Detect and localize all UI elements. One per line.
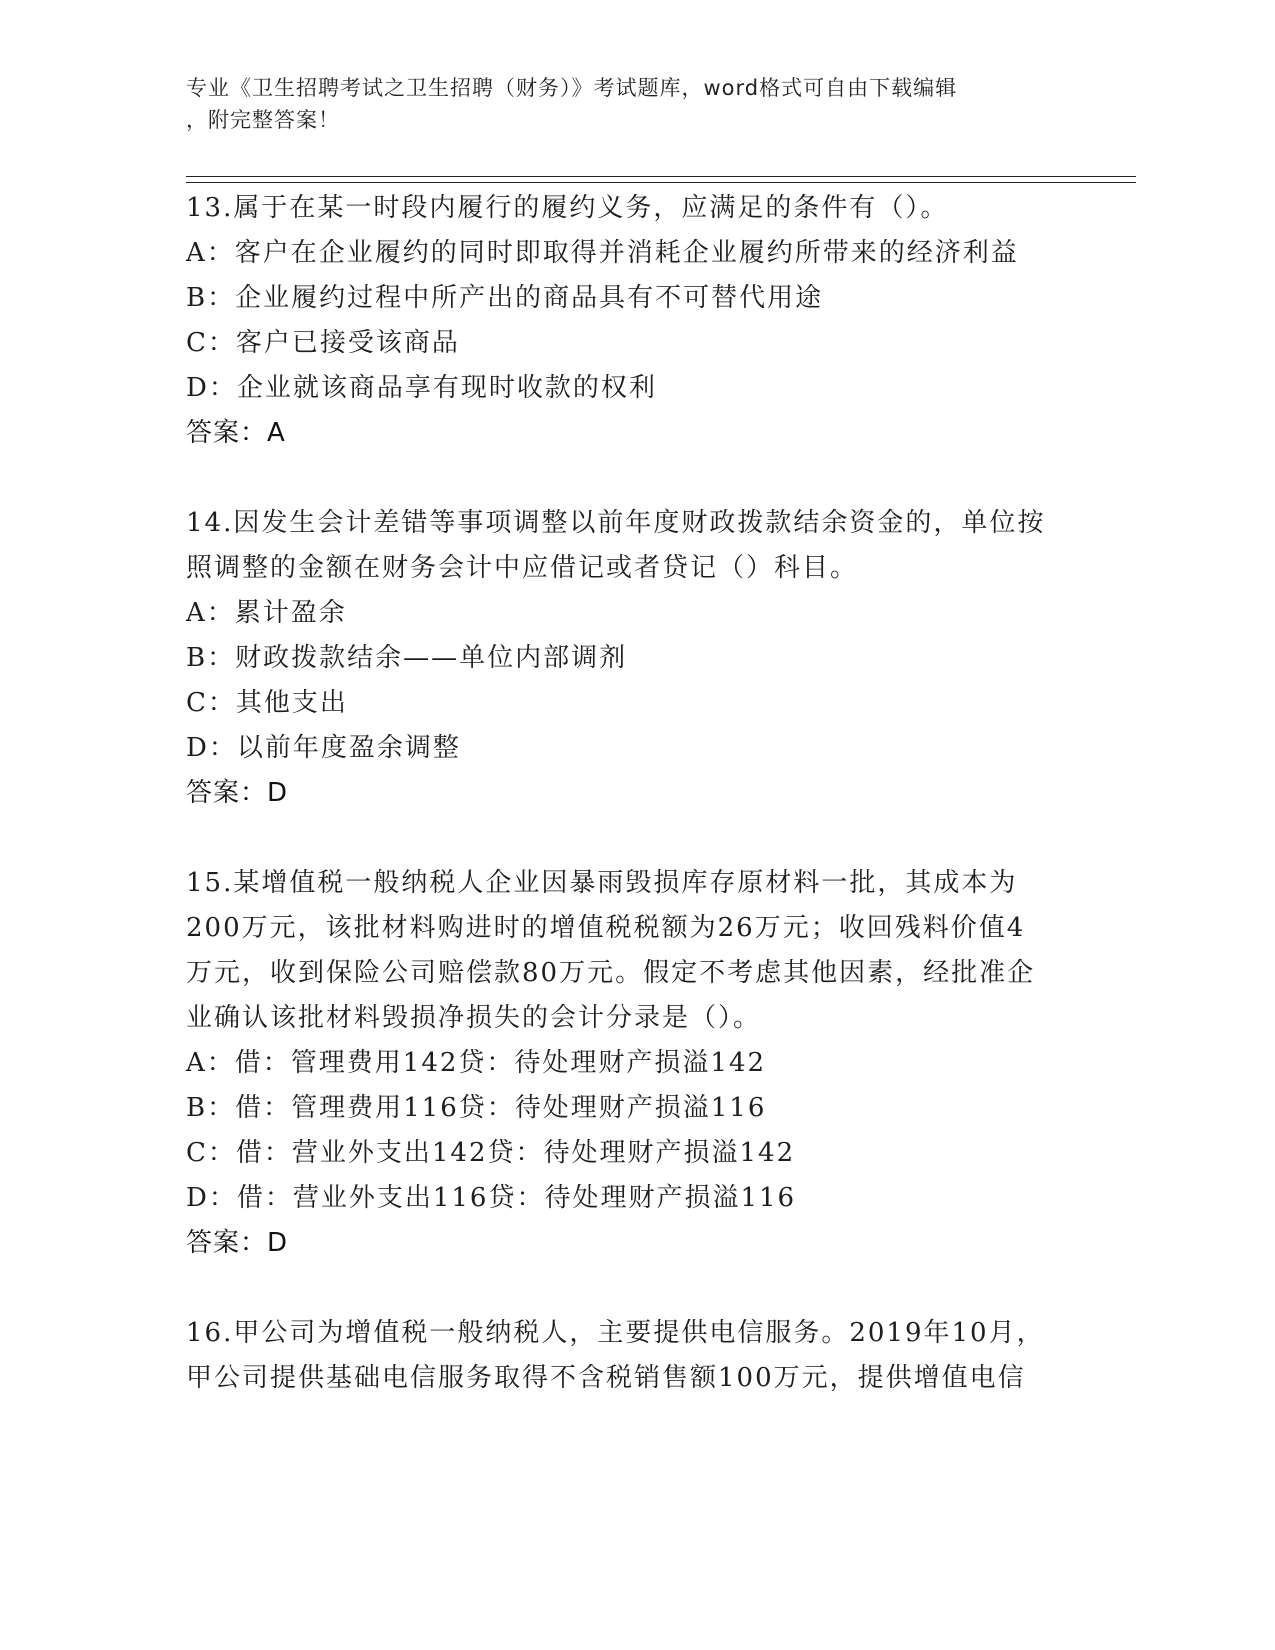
option-c: C：借：营业外支出142贷：待处理财产损溢142: [186, 1138, 796, 1168]
option-c: C：其他支出: [186, 688, 348, 718]
header-rule-top: [186, 176, 1136, 177]
option-d: D：企业就该商品享有现时收款的权利: [186, 373, 657, 403]
option-a: A：累计盈余: [186, 598, 347, 628]
option-b: B：企业履约过程中所产出的商品具有不可替代用途: [186, 283, 824, 313]
question-stem: 15.某增值税一般纳税人企业因暴雨毁损库存原材料一批，其成本为 200万元，该批材料购进时的增值税税额为26万元；收回残料价值4 万元，收到保险公司赔偿款80万元。假定不考虑其他因素，经批准企 业确认该批材料毁损净损失的会计分录是（）。: [186, 868, 1036, 1033]
question-list: [186, 186, 1086, 1401]
option-a: A：客户在企业履约的同时即取得并消耗企业履约所带来的经济利益: [186, 238, 1019, 268]
option-d: D：以前年度盈余调整: [186, 733, 461, 763]
question-15: [186, 861, 1086, 1266]
header-rule-bottom: [186, 182, 1136, 183]
question-stem: 14.因发生会计差错等事项调整以前年度财政拨款结余资金的，单位按 照调整的金额在财务会计中应借记或者贷记（）科目。: [186, 508, 1046, 583]
option-a: A：借：管理费用142贷：待处理财产损溢142: [186, 1048, 767, 1078]
document-intro: 专业《卫生招聘考试之卫生招聘（财务）》考试题库，word格式可自由下载编辑 ，附完整答案！: [186, 76, 958, 132]
option-b: B：借：管理费用116贷：待处理财产损溢116: [186, 1093, 767, 1123]
question-stem: 13.属于在某一时段内履行的履约义务，应满足的条件有（）。: [186, 193, 949, 223]
answer-line: 答案：A: [186, 418, 286, 448]
question-14: [186, 501, 1086, 816]
question-stem: 16.甲公司为增值税一般纳税人，主要提供电信服务。2019年10月， 甲公司提供基础电信服务取得不含税销售额100万元，提供增值电信: [186, 1318, 1045, 1393]
option-d: D：借：营业外支出116贷：待处理财产损溢116: [186, 1183, 797, 1213]
option-b: B：财政拨款结余——单位内部调剂: [186, 643, 628, 673]
question-13: [186, 186, 1086, 456]
answer-line: 答案：D: [186, 1228, 289, 1258]
answer-line: 答案：D: [186, 778, 289, 808]
option-c: C：客户已接受该商品: [186, 328, 460, 358]
question-16: [186, 1311, 1086, 1401]
